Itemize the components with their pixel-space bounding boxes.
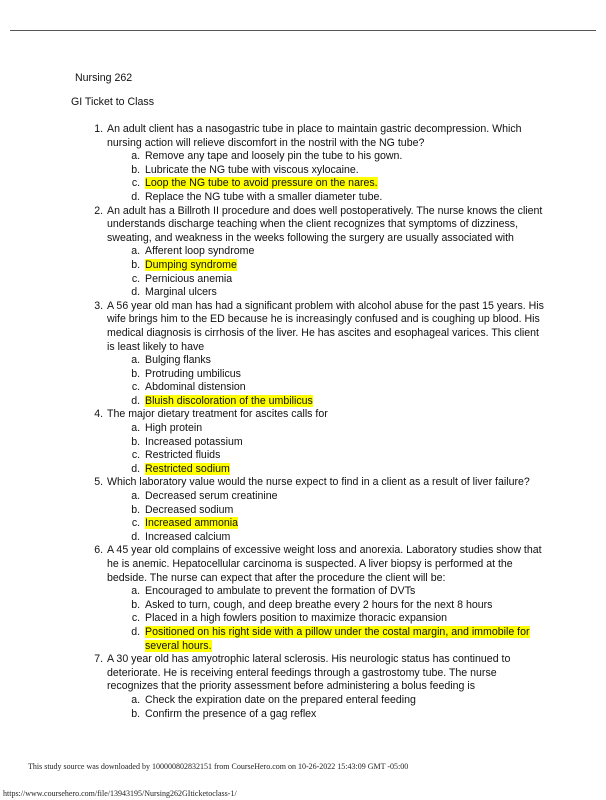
question-text: The major dietary treatment for ascites calls for [107, 408, 328, 421]
answer-text: Marginal ulcers [145, 286, 217, 299]
answer-option [143, 531, 546, 545]
answer-option [143, 708, 546, 722]
answer-options [107, 354, 546, 408]
answer-option [143, 368, 546, 382]
answer-text: Decreased sodium [145, 503, 234, 516]
answer-text: Encouraged to ambulate to prevent the formation of DVTs [145, 585, 416, 598]
highlighted-answer-text: Bluish discoloration of the umbilicus [145, 394, 313, 407]
answer-text: High protein [145, 422, 203, 435]
answer-option [143, 259, 546, 273]
answer-option [143, 381, 546, 395]
answer-option [143, 490, 546, 504]
answer-option [143, 504, 546, 518]
question-text: An adult client has a nasogastric tube in place to maintain gastric decompression. Which nursing action will relieve discomfort in the nostril with the NG tube? [107, 123, 522, 149]
answer-option [143, 354, 546, 368]
answer-option [143, 177, 546, 191]
question-text: Which laboratory value would the nurse expect to find in a client as a result of liver failure? [107, 476, 530, 489]
answer-text: Protruding umbilicus [145, 367, 241, 380]
answer-text: Abdominal distension [145, 381, 246, 394]
question-item [106, 653, 546, 721]
highlighted-answer-text: Loop the NG tube to avoid pressure on the nares. [145, 177, 378, 190]
answer-options [107, 490, 546, 544]
highlighted-answer-text: Restricted sodium [145, 462, 230, 475]
answer-options [107, 694, 546, 721]
answer-text: Placed in a high fowlers position to maximize thoracic expansion [145, 612, 448, 625]
highlighted-answer-text: Increased ammonia [145, 517, 239, 530]
question-text: A 45 year old complains of excessive weight loss and anorexia. Laboratory studies show that he is anemic. Hepatocellular carcinoma is suspected. A liver biopsy is performed at the bedside. The nurse can expect that after the procedure the client will be: [107, 544, 542, 584]
answer-option [143, 245, 546, 259]
answer-text: Confirm the presence of a gag reflex [145, 707, 317, 720]
answer-option [143, 612, 546, 626]
question-item [106, 205, 546, 300]
answer-option [143, 422, 546, 436]
answer-option [143, 626, 546, 653]
answer-option [143, 517, 546, 531]
answer-text: Pernicious anemia [145, 272, 233, 285]
answer-option [143, 599, 546, 613]
answer-text: Increased calcium [145, 530, 231, 543]
question-list [0, 123, 546, 721]
question-text: An adult has a Billroth II procedure and does well postoperatively. The nurse knows the client understands discharge teaching when the client recognizes that symptoms of dizziness, sweating, and weakness in the weeks following the surgery are usually associated with [107, 204, 543, 244]
source-url: https://www.coursehero.com/file/13943195/Nursing262GIticketoclass-1/ [3, 789, 237, 798]
answer-text: Bulging flanks [145, 354, 211, 367]
answer-option [143, 463, 546, 477]
question-item [106, 300, 546, 409]
answer-text: Check the expiration date on the prepared enteral feeding [145, 693, 416, 706]
question-item [106, 123, 546, 205]
answer-text: Asked to turn, cough, and deep breathe every 2 hours for the next 8 hours [145, 598, 493, 611]
document-subtitle: GI Ticket to Class [71, 96, 155, 108]
highlighted-answer-text: Dumping syndrome [145, 258, 237, 271]
answer-text: Decreased serum creatinine [145, 490, 278, 503]
answer-option [143, 395, 546, 409]
answer-text: Lubricate the NG tube with viscous xylocaine. [145, 163, 359, 176]
answer-option [143, 150, 546, 164]
top-divider [10, 30, 596, 31]
question-text: A 30 year old has amyotrophic lateral sclerosis. His neurologic status has continued to deteriorate. He is receiving enteral feedings through a gastrostomy tube. The nurse recognizes that the priority assessment before administering a bolus feeding is [107, 653, 511, 693]
question-item [106, 544, 546, 653]
highlighted-answer-text: Positioned on his right side with a pillow under the costal margin, and immobile for several hours. [145, 625, 530, 652]
answer-option [143, 585, 546, 599]
answer-options [107, 150, 546, 204]
question-text: A 56 year old man has had a significant problem with alcohol abuse for the past 15 years. His wife brings him to the ED because he is increasingly confused and is coughing up blood. His medical diagnosis is cirrhosis of the liver. He has ascites and esophageal varices. This client is least likely to have [107, 299, 544, 353]
answer-option [143, 436, 546, 450]
answer-option [143, 286, 546, 300]
answer-options [107, 245, 546, 299]
answer-option [143, 191, 546, 205]
answer-option [143, 694, 546, 708]
answer-option [143, 273, 546, 287]
answer-text: Restricted fluids [145, 449, 221, 462]
answer-text: Replace the NG tube with a smaller diameter tube. [145, 190, 383, 203]
answer-text: Afferent loop syndrome [145, 245, 255, 258]
question-item [106, 408, 546, 476]
question-item [106, 476, 546, 544]
answer-text: Increased potassium [145, 435, 243, 448]
answer-options [107, 585, 546, 653]
answer-option [143, 164, 546, 178]
course-title: Nursing 262 [75, 72, 133, 84]
download-source-note: This study source was downloaded by 100000802832151 from CourseHero.com on 10-26-2022 15:43:09 GMT -05:00 [28, 762, 409, 771]
answer-text: Remove any tape and loosely pin the tube to his gown. [145, 150, 403, 163]
answer-option [143, 449, 546, 463]
answer-options [107, 422, 546, 476]
